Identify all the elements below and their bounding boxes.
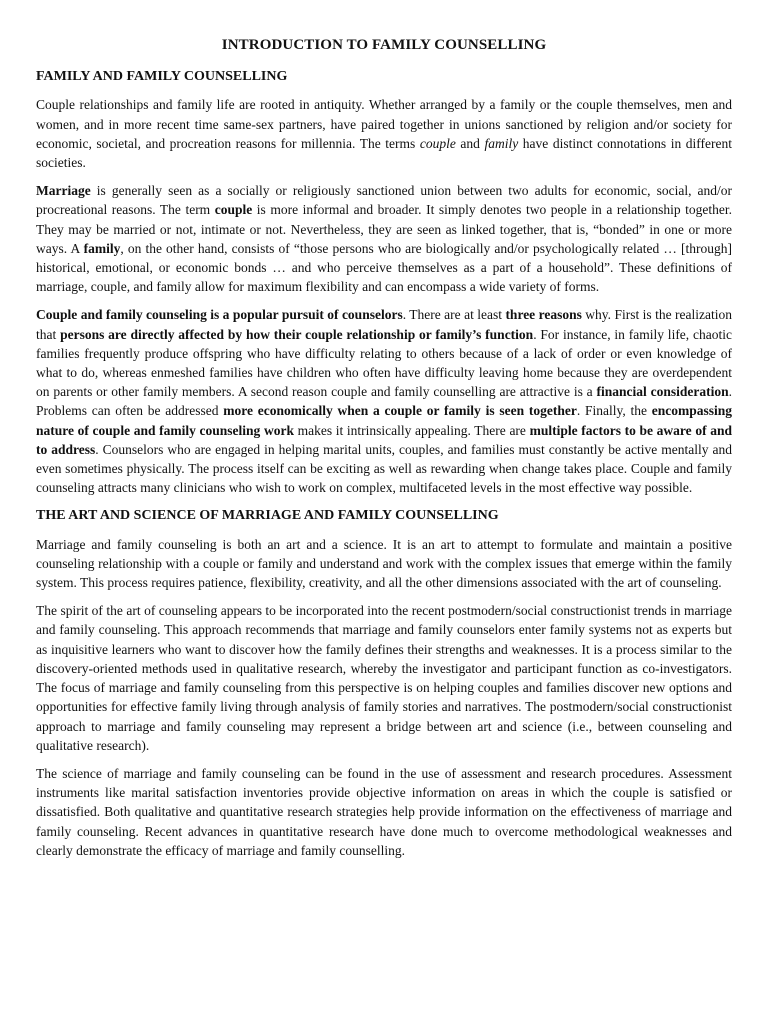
italic-term: couple <box>419 135 456 151</box>
bold-phrase: three reasons <box>505 307 582 323</box>
bold-phrase: family <box>83 240 121 256</box>
bold-phrase: persons are directly affected by how their couple relationship or family’s function <box>60 326 534 342</box>
paragraph: The science of marriage and family counseling can be found in the use of assessment and research procedures. Assessment instruments like marital satisfaction inventories provide objective information on areas in which the couple is satisfied or dissatisfied. Both qualitative and quantitative research strategies help provide information on the effectiveness of marriage and family counseling. Recent advances in quantitative research have done much to overcome methodological weaknesses and clearly demonstrate the efficacy of marriage and family counselling. <box>36 765 732 858</box>
bold-phrase: financial consideration <box>596 384 729 400</box>
paragraph: Couple relationships and family life are rooted in antiquity. Whether arranged by a family or the couple themselves, men and women, and in more recent time same-sex partners, have paired together in unions sanctioned by religion and/or society for economic, societal, and procreation reasons for millennia. The terms couple and family have distinct connotations in different societies. <box>36 97 732 171</box>
paragraph: Couple and family counseling is a popular pursuit of counselors. There are at least three reasons why. First is the realization that persons are directly affected by how their couple relationship or family’s function. For instance, in family life, chaotic families frequently produce offspring who have difficulty relating to others because of a lack of order or even knowledge of what to do, whereas enmeshed families have children who often have difficulty leaving home because they are overdependent on parents or other family members. A second reason couple and family counselling are attractive is a financial consideration. Problems can often be addressed more economically when a couple or family is seen together. Finally, the encompassing nature of couple and family counseling work makes it intrinsically appealing. There are multiple factors to be aware of and to address. Counselors who are engaged in helping marital units, couples, and families must constantly be active mentally and even sometimes physically. The process itself can be exciting as well as rewarding when change takes place. Couple and family counseling attracts many clinicians who wish to work on complex, multifaceted levels in the most effective way possible. <box>36 307 732 496</box>
bold-phrase: Marriage <box>36 183 91 199</box>
paragraph: Marriage is generally seen as a socially or religiously sanctioned union between two adults for economic, social, and/or procreational reasons. The term couple is more informal and broader. It simply denotes two people in a relationship together. They may be married or not, intimate or not. Nevertheless, they are seen as linked together, that is, “bonded” in one or more ways. A family, on the other hand, consists of “those persons who are biologically and/or psychologically related … [through] historical, emotional, or economic bonds … and who perceive themselves as a part of a household”. These definitions of marriage, couple, and family allow for maximum flexibility and can encompass a wide variety of forms. <box>36 183 732 295</box>
section-heading-family-counselling: FAMILY AND FAMILY COUNSELLING <box>36 69 288 85</box>
bold-phrase: encompassing nature of couple and family counseling work <box>36 403 732 438</box>
italic-term: family <box>484 135 519 151</box>
paragraph: Marriage and family counseling is both an art and a science. It is an art to attempt to formulate and maintain a positive counseling relationship with a couple or family and understand and work with the complex issues that emerge within the family system. This process requires patience, flexibility, creativity, and all the other dimensions associated with the art of counseling. <box>36 536 732 591</box>
bold-phrase: Couple and family counseling is a popular pursuit of counselors <box>36 307 403 323</box>
bold-phrase: couple <box>214 202 253 218</box>
page-title: INTRODUCTION TO FAMILY COUNSELLING <box>221 37 547 53</box>
section-heading-art-and-science: THE ART AND SCIENCE OF MARRIAGE AND FAMILY COUNSELLING <box>36 508 499 524</box>
bold-phrase: multiple factors to be aware of and to address <box>36 422 732 457</box>
bold-phrase: more economically when a couple or family is seen together <box>223 403 577 419</box>
paragraph: The spirit of the art of counseling appears to be incorporated into the recent postmodern/social constructionist trends in marriage and family counseling. This approach recommends that marriage and family counselors enter family systems not as experts but as inquisitive learners who want to discover how the family defines their strengths and weaknesses. It is a process similar to the discovery-oriented methods used in qualitative research, whereby the investigator and participant function as co-investigators. The focus of marriage and family counseling from this perspective is on helping couples and families discover new options and opportunities for effective family living through analysis of family stories and narratives. The postmodern/social constructionist approach to marriage and family counseling may represent a bridge between art and science (i.e., between counseling and qualitative research). <box>36 603 732 753</box>
